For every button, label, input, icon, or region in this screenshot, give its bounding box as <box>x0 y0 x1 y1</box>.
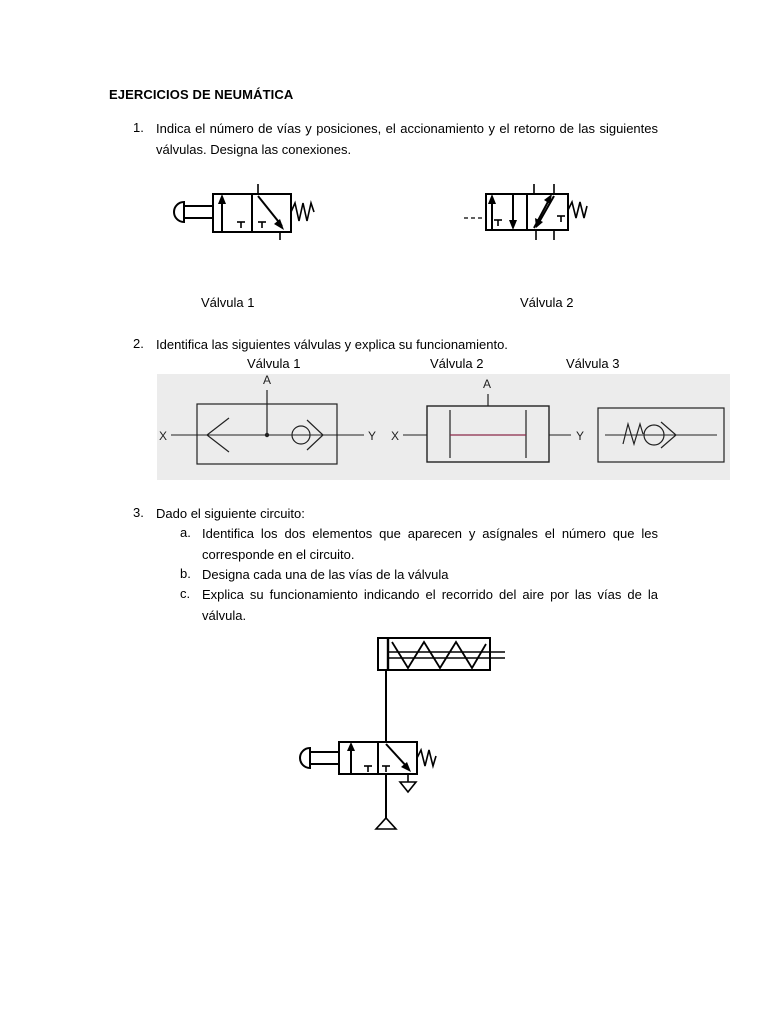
q2-v1-port-y: Y <box>368 429 377 443</box>
question-3a-letter: a. <box>180 525 191 540</box>
question-3b-letter: b. <box>180 566 191 581</box>
question-2-number: 2. <box>133 336 144 351</box>
page-title: EJERCICIOS DE NEUMÁTICA <box>109 87 294 102</box>
question-1-number: 1. <box>133 120 144 135</box>
question-3a-text: Identifica los dos elementos que aparecen y asígnales el número que les corresponde en el circuito. <box>202 526 658 562</box>
question-3c-text: Explica su funcionamiento indicando el recorrido del aire por las vías de la válvula. <box>202 587 658 623</box>
question-2-text: Identifica las siguientes válvulas y explica su funcionamiento. <box>156 337 508 352</box>
question-3-number: 3. <box>133 505 144 520</box>
q2-v1-port-x: X <box>159 429 168 443</box>
q2-valves-panel <box>157 374 730 480</box>
q1-caption-valvula-1: Válvula 1 <box>201 295 255 310</box>
q2-caption-valvula-1: Válvula 1 <box>247 356 301 371</box>
q2-v2-port-y: Y <box>576 429 585 443</box>
q1-caption-valvula-2: Válvula 2 <box>520 295 574 310</box>
question-3-text: Dado el siguiente circuito: <box>156 506 305 521</box>
q2-caption-valvula-2: Válvula 2 <box>430 356 484 371</box>
q2-v2-port-a: A <box>483 377 492 391</box>
q3-circuit-diagram <box>296 632 506 832</box>
q3-valve-symbol <box>300 742 436 792</box>
q2-v1-port-a: A <box>263 373 272 387</box>
q2-caption-valvula-3: Válvula 3 <box>566 356 620 371</box>
question-3c-letter: c. <box>180 586 191 601</box>
q1-valve-2-symbol <box>462 180 592 242</box>
question-1-text: Indica el número de vías y posiciones, el accionamiento y el retorno de las siguientes válvulas. Designa las conexiones. <box>156 121 658 157</box>
q3-cylinder-symbol <box>378 638 505 670</box>
question-3b-text: Designa cada una de las vías de la válvula <box>202 567 449 582</box>
q1-valve-1-symbol <box>170 182 320 242</box>
q2-v2-port-x: X <box>391 429 400 443</box>
q3-pressure-source-icon <box>376 818 396 829</box>
